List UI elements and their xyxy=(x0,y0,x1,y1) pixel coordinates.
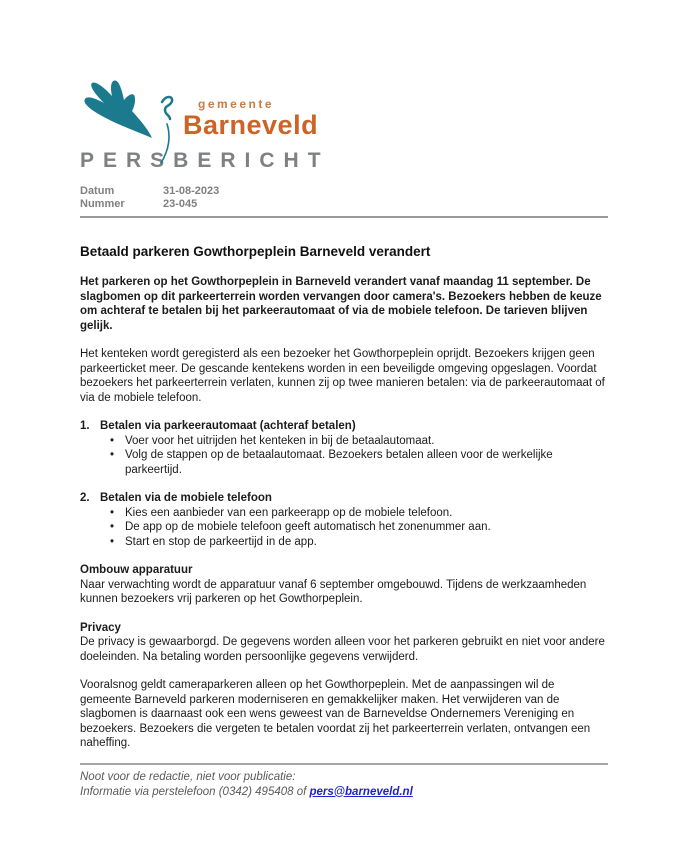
section-body: De privacy is gewaarborgd. De gegevens worden alleen voor het parkeren gebruikt en niet voor andere doeleinden. Na betaling worden persoonlijke gegevens verwijderd. xyxy=(80,636,605,663)
numbered-item-2 xyxy=(80,491,608,549)
closing-paragraph: Vooralsnog geldt cameraparkeren alleen op het Gowthorpeplein. Met de aanpassingen wil de gemeente Barneveld parkeren moderniseren en gemakkelijker maken. Het verwijderen van de slagbomen is daarnaast ook een wens geweest van de Barneveldse Ondernemers Vereniging en bezoekers. Bezoekers die vergeten te betalen voordat zij het parkeerterrein verlaten, ontvangen een naheffing. xyxy=(80,679,591,749)
meta-row-number xyxy=(80,198,608,211)
document-header xyxy=(80,78,608,150)
number-label: Nummer xyxy=(80,198,125,210)
numbered-item-1 xyxy=(80,419,608,477)
editorial-note-line1: Noot voor de redactie, niet voor publicatie: xyxy=(80,770,296,783)
meta-row-date xyxy=(80,185,608,198)
document-content xyxy=(80,78,608,800)
bullet-item: • Start en stop de parkeertijd in de app. xyxy=(80,535,608,550)
section-privacy xyxy=(80,621,608,665)
item-title: Betalen via parkeerautomaat (achteraf betalen) xyxy=(100,420,356,432)
numbered-item-2-heading xyxy=(80,491,608,506)
meta-block xyxy=(80,185,608,218)
section-body: Naar verwachting wordt de apparatuur vanaf 6 september omgebouwd. Tijdens de werkzaamheden kunnen bezoekers vrij parkeren op het Gowthorpeplein. xyxy=(80,578,587,605)
item-number: 1. xyxy=(80,420,90,432)
bullet-item: • Volg de stappen op de betaalautomaat. Bezoekers betalen alleen voor de werkelijke parkeertijd. xyxy=(80,448,608,477)
lead-paragraph: Het parkeren op het Gowthorpeplein in Barneveld verandert vanaf maandag 11 september. De slagbomen op dit parkeerterrein worden vervangen door camera's. Bezoekers hebben de keuze om achteraf te betalen bij het parkeerautomaat of via de mobiele telefoon. De tarieven blijven gelijk. xyxy=(80,276,602,332)
logo-wordmark xyxy=(183,98,318,139)
barneveld-logo-icon xyxy=(82,80,182,170)
section-heading: Privacy xyxy=(80,621,121,634)
numbered-item-1-heading xyxy=(80,419,608,434)
logo-gemeente-label: gemeente xyxy=(198,97,275,111)
body-paragraph-1: Het kenteken wordt geregisterd als een bezoeker het Gowthorpeplein oprijdt. Bezoekers krijgen geen parkeerticket meer. De gescande kentekens worden in een beveiligde omgeving opgeslagen. Voordat bezoekers het parkeerterrein verlaten, kunnen zij op twee manieren betalen: via de parkeerautomaat of via de mobiele telefoon. xyxy=(80,348,605,404)
bullet-item: • De app op de mobiele telefoon geeft automatisch het zonenummer aan. xyxy=(80,520,608,535)
press-release-kicker: PERSBERICHT xyxy=(80,149,330,172)
date-label: Datum xyxy=(80,185,115,197)
section-ombouw-apparatuur xyxy=(80,563,608,607)
press-email-link[interactable]: pers@barneveld.nl xyxy=(309,785,413,798)
logo-municipality-name: Barneveld xyxy=(183,110,319,140)
item-title: Betalen via de mobiele telefoon xyxy=(100,492,272,504)
bullet-item: • Kies een aanbieder van een parkeerapp op de mobiele telefoon. xyxy=(80,506,608,521)
item-number: 2. xyxy=(80,492,90,504)
bullet-item: • Voer voor het uitrijden het kenteken in bij de betaalautomaat. xyxy=(80,434,608,449)
page-title: Betaald parkeren Gowthorpeplein Barneveld verandert xyxy=(80,244,431,259)
section-heading: Ombouw apparatuur xyxy=(80,564,193,576)
number-value: 23-045 xyxy=(163,198,198,210)
editorial-note xyxy=(80,763,608,800)
editorial-note-line2-text: Informatie via perstelefoon (0342) 495408 of xyxy=(80,785,310,798)
editorial-note-line2 xyxy=(80,785,608,800)
date-value: 31-08-2023 xyxy=(163,185,220,197)
